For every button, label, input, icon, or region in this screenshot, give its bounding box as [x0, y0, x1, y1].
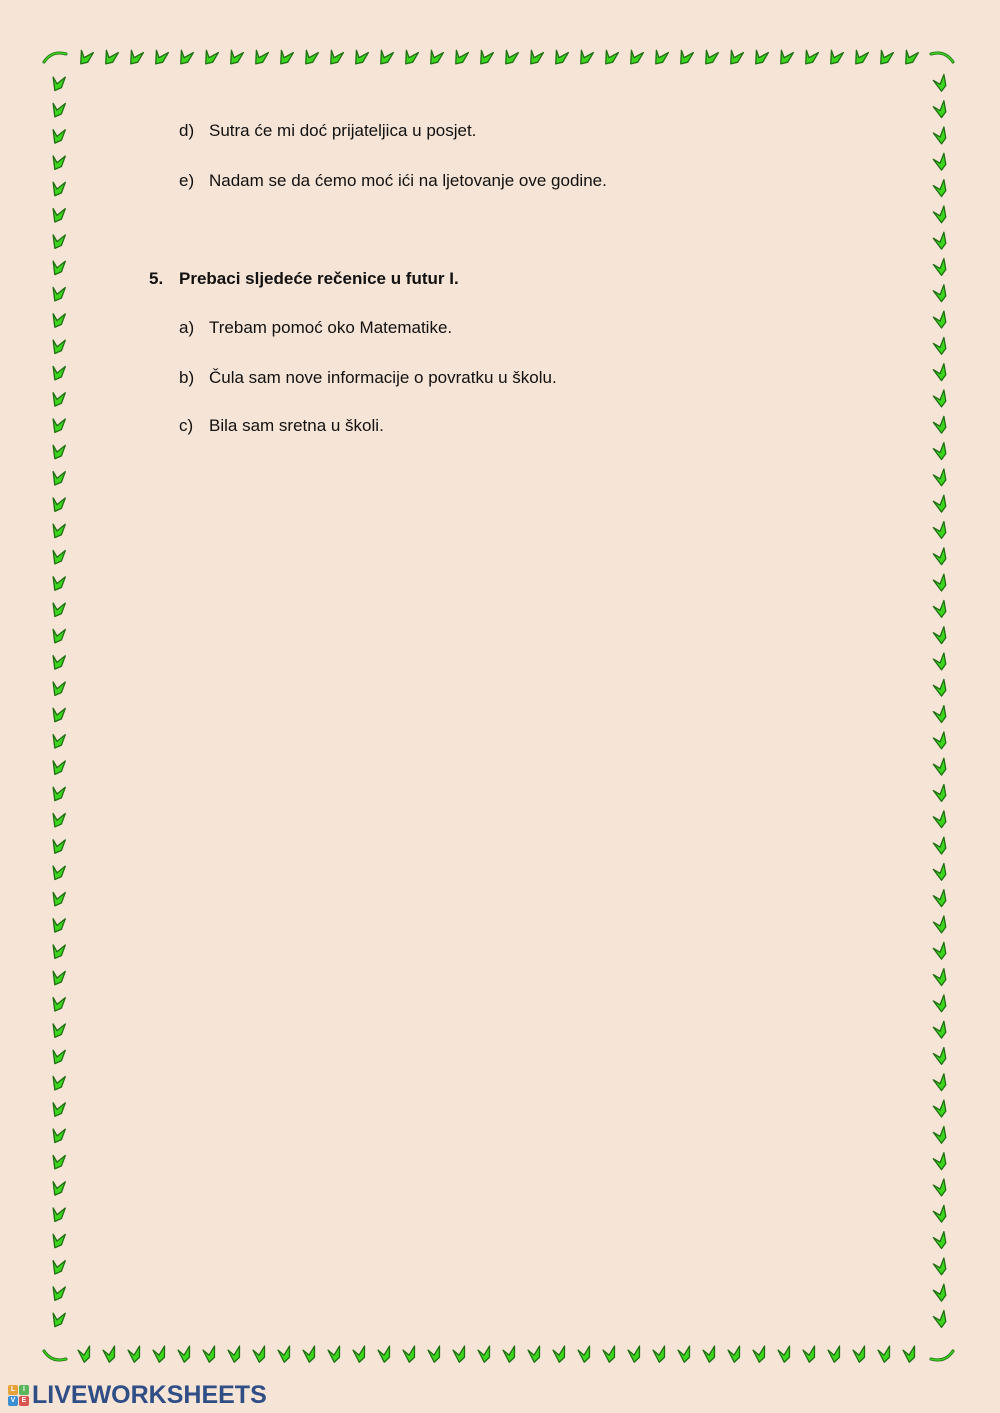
item-letter: d)	[179, 121, 195, 140]
task-number: 5.	[149, 269, 164, 288]
list-item-b	[179, 368, 557, 388]
logo-tile: V	[8, 1396, 18, 1406]
item-text: Sutra će mi doć prijateljica u posjet.	[209, 121, 477, 140]
task-5-heading	[149, 269, 459, 289]
item-letter: a)	[179, 318, 195, 337]
liveworksheets-logo-icon	[8, 1385, 29, 1406]
item-text: Nadam se da ćemo moć ići na ljetovanje ove godine.	[209, 171, 607, 190]
item-text: Bila sam sretna u školi.	[209, 416, 384, 435]
logo-tile: E	[19, 1396, 29, 1406]
list-item-c	[179, 416, 384, 436]
item-letter: c)	[179, 416, 194, 435]
liveworksheets-brand	[8, 1382, 267, 1408]
item-letter: b)	[179, 368, 195, 387]
item-text: Trebam pomoć oko Matematike.	[209, 318, 453, 337]
logo-tile: I	[19, 1385, 29, 1395]
task-instruction: Prebaci sljedeće rečenice u futur I.	[179, 269, 459, 288]
item-text: Čula sam nove informacije o povratku u školu.	[209, 368, 557, 387]
list-item-a	[179, 318, 452, 338]
list-item-e	[179, 171, 607, 191]
brand-name: LIVEWORKSHEETS	[32, 1380, 267, 1409]
item-letter: e)	[179, 171, 195, 190]
list-item-d	[179, 121, 476, 141]
logo-tile: L	[8, 1385, 18, 1395]
